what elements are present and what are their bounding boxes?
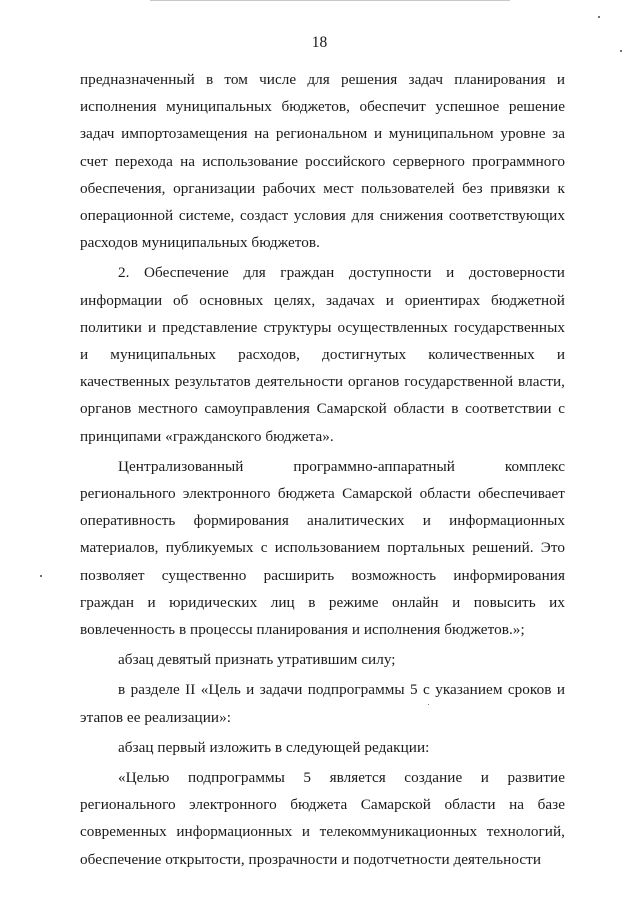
- paragraph-centralized-complex: Централизованный программно-аппаратный комплекс регионального электронного бюджета Самарской области обеспечивает оперативность формирования аналитических и информационных материалов, публикуемых с использованием портальных решений. Это позволяет существенно расширить возможность информирования граждан и юридических лиц в режиме онлайн и повысить их вовлеченность в процессы планирования и исполнения бюджетов.»;: [80, 457, 565, 639]
- paragraph-section-ii: в разделе II «Цель и задачи подпрограммы 5 с указанием сроков и этапов ее реализации»:: [80, 681, 565, 726]
- scan-speck: [598, 16, 600, 18]
- paragraph-goal: «Целью подпрограммы 5 является создание и развитие регионального электронного бюджета Самарской области на базе современных информационных и телекоммуникационных технологий, обеспечение открытости, прозрачности и подотчетности деятельности: [80, 769, 565, 868]
- document-body: [80, 66, 565, 873]
- scan-speck: [428, 704, 429, 705]
- scan-speck: [40, 575, 42, 577]
- scan-edge: [150, 0, 510, 1]
- scan-speck: [620, 50, 622, 52]
- paragraph-abzac-first: абзац первый изложить в следующей редакции:: [118, 738, 430, 756]
- paragraph-abzac-ninth: абзац девятый признать утратившим силу;: [118, 651, 396, 669]
- paragraph-item-2: 2. Обеспечение для граждан доступности и достоверности информации об основных целях, задачах и ориентирах бюджетной политики и представление структуры осуществленных государственных и муниципальных расходов, достигнутых количественных и качественных результатов деятельности органов государственной власти, органов местного самоуправления Самарской области в соответствии с принципами «гражданского бюджета».: [80, 264, 565, 445]
- paragraph-continued: предназначенный в том числе для решения задач планирования и исполнения муниципальных бюджетов, обеспечит успешное решение задач импортозамещения на региональном и муниципальном уровне за счет перехода на использование российского серверного программного обеспечения, организации рабочих мест пользователей без привязки к операционной системе, создаст условия для снижения соответствующих расходов муниципальных бюджетов.: [80, 71, 565, 252]
- page-number: 18: [311, 34, 328, 51]
